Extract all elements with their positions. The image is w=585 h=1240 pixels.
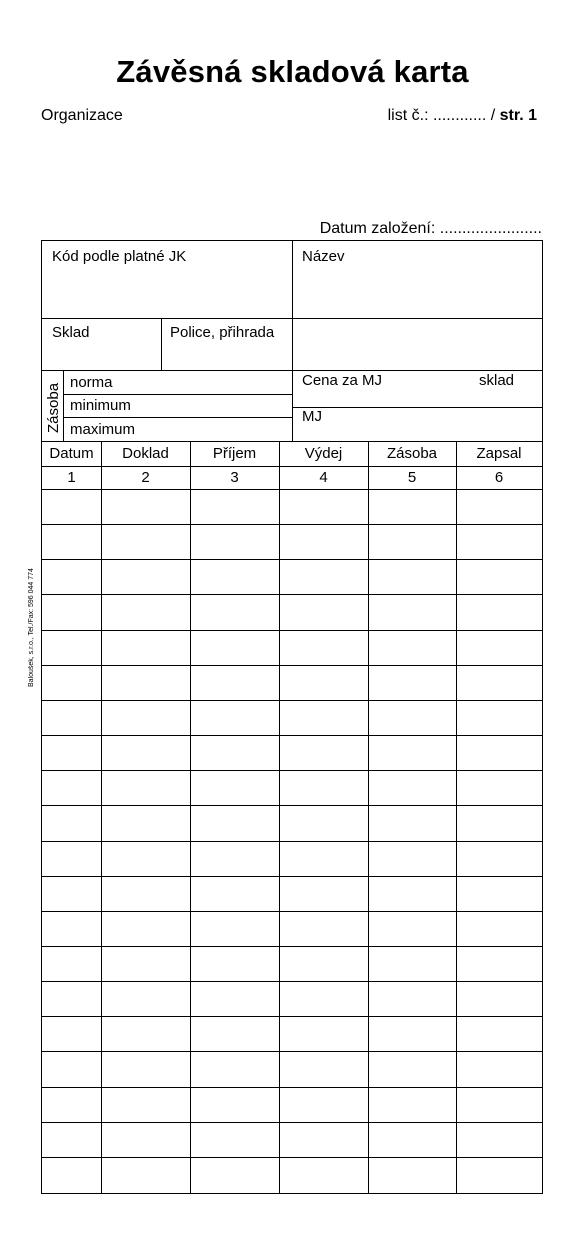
table-row-divider bbox=[42, 876, 542, 877]
column-number: 6 bbox=[494, 469, 504, 486]
divider bbox=[63, 417, 292, 418]
column-number: 1 bbox=[67, 469, 76, 486]
unit-field-label: MJ bbox=[302, 408, 322, 425]
table-row-divider bbox=[42, 735, 542, 736]
price-field-label: Cena za MJ bbox=[302, 372, 383, 389]
table-row-divider bbox=[42, 1016, 542, 1017]
table-row-divider bbox=[42, 594, 542, 595]
table-row-divider bbox=[42, 665, 542, 666]
divider bbox=[292, 241, 293, 441]
stock-group-label: Zásoba bbox=[45, 382, 62, 434]
table-row-divider bbox=[42, 770, 542, 771]
table-row-divider bbox=[42, 981, 542, 982]
divider bbox=[63, 370, 64, 441]
warehouse-field-label: Sklad bbox=[52, 324, 90, 341]
table-row-divider bbox=[42, 1051, 542, 1052]
created-date-label: Datum založení: ....................... bbox=[319, 220, 542, 237]
organization-label: Organizace bbox=[41, 107, 123, 124]
table-row-divider bbox=[42, 1087, 542, 1088]
table-row-divider bbox=[42, 700, 542, 701]
column-number: 4 bbox=[319, 469, 328, 486]
table-row-divider bbox=[42, 524, 542, 525]
column-number: 2 bbox=[141, 469, 150, 486]
column-header-recorded-by: Zapsal bbox=[476, 445, 522, 462]
column-header-document: Doklad bbox=[122, 445, 169, 462]
column-header-stock: Zásoba bbox=[386, 445, 438, 462]
sheet-number bbox=[388, 106, 537, 126]
column-divider bbox=[368, 441, 369, 1193]
page-number: str. 1 bbox=[499, 107, 537, 124]
name-field-label: Název bbox=[302, 248, 345, 265]
column-number: 5 bbox=[407, 469, 417, 486]
minimum-field-label: minimum bbox=[70, 397, 131, 414]
table-row-divider bbox=[42, 1122, 542, 1123]
divider bbox=[63, 394, 292, 395]
publisher-note: Baloušek, s.r.o., Tel./Fax: 596 044 774 bbox=[28, 568, 35, 688]
shelf-field-label: Police, přihrada bbox=[170, 324, 275, 341]
column-divider bbox=[101, 441, 102, 1193]
price-basis-label: sklad bbox=[479, 372, 515, 389]
divider bbox=[42, 489, 542, 490]
table-row-divider bbox=[42, 911, 542, 912]
norm-field-label: norma bbox=[70, 374, 113, 391]
divider bbox=[292, 407, 542, 408]
table-row-divider bbox=[42, 946, 542, 947]
column-header-issue: Výdej bbox=[304, 445, 343, 462]
column-number: 3 bbox=[230, 469, 239, 486]
form-title: Závěsná skladová karta bbox=[116, 54, 469, 89]
table-row-divider bbox=[42, 559, 542, 560]
sheet-number-label: list č.: ............ / bbox=[387, 107, 500, 124]
table-row-divider bbox=[42, 805, 542, 806]
column-header-receipt: Příjem bbox=[212, 445, 257, 462]
table-row-divider bbox=[42, 1157, 542, 1158]
table-row-divider bbox=[42, 630, 542, 631]
table-row-divider bbox=[42, 841, 542, 842]
divider bbox=[42, 370, 542, 371]
code-field-label: Kód podle platné JK bbox=[52, 248, 187, 265]
maximum-field-label: maximum bbox=[70, 421, 136, 438]
column-divider bbox=[279, 441, 280, 1193]
column-divider bbox=[190, 441, 191, 1193]
column-header-date: Datum bbox=[49, 445, 94, 462]
stock-card-form bbox=[41, 240, 543, 1194]
divider bbox=[161, 318, 162, 370]
column-divider bbox=[456, 441, 457, 1193]
